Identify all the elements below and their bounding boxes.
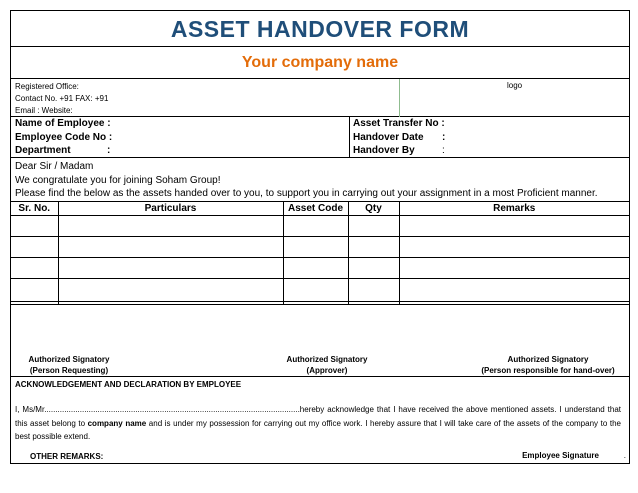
table-cell[interactable]	[283, 216, 348, 237]
email-website: Email : Website:	[15, 106, 73, 115]
divider	[399, 79, 400, 117]
signatory-role: (Person responsible for hand-over)	[481, 366, 615, 375]
asset-handover-form	[10, 10, 630, 464]
logo-placeholder: logo	[507, 81, 523, 90]
ack-text-part2: and is under my possession for carrying out my office work. I hereby assure that I will take care of the assets of the company to the best possible extend.	[15, 418, 621, 441]
header-remarks: Remarks	[399, 202, 629, 216]
signatory-title: Authorized Signatory	[507, 355, 589, 364]
registered-office: Registered Office:	[15, 82, 79, 91]
acknowledgement-text	[15, 403, 621, 444]
handover-by-label: Handover By	[353, 145, 415, 156]
signatory-title: Authorized Signatory	[28, 355, 110, 364]
handover-by-colon: :	[442, 145, 445, 156]
employee-details-row	[11, 117, 629, 158]
table-cell[interactable]	[399, 216, 629, 237]
department-label: Department	[15, 145, 71, 156]
table-cell[interactable]	[11, 237, 58, 258]
signatory-role: (Person Requesting)	[29, 366, 109, 375]
divider	[349, 117, 350, 158]
form-title-row	[11, 11, 629, 47]
table-cell[interactable]	[283, 237, 348, 258]
signatory-approver	[277, 354, 377, 376]
signatory-role: (Approver)	[306, 366, 348, 375]
acknowledgement-heading: ACKNOWLEDGEMENT AND DECLARATION BY EMPLOYEE	[15, 380, 242, 389]
other-remarks-label: OTHER REMARKS:	[30, 452, 104, 461]
handover-date-colon: :	[442, 131, 446, 143]
table-cell[interactable]	[348, 237, 399, 258]
table-cell[interactable]	[348, 258, 399, 279]
signatory-requesting	[19, 354, 119, 376]
table-row	[11, 258, 629, 279]
congratulation-text: We congratulate you for joining Soham Group!	[15, 174, 221, 186]
ack-text-part1: I, Ms/Mr...................................................................................................................hereby acknowledge that I have received the above mentioned assets. I understand that this asset belong to	[15, 405, 621, 428]
form-title: ASSET HANDOVER FORM	[170, 16, 470, 42]
table-cell[interactable]	[348, 216, 399, 237]
assets-table	[11, 202, 629, 305]
asset-transfer-no-label: Asset Transfer No :	[353, 118, 445, 129]
table-cell[interactable]	[11, 216, 58, 237]
company-row	[11, 47, 629, 79]
employee-signature-label: Employee Signature	[522, 451, 599, 460]
office-info	[15, 81, 108, 117]
signatory-title: Authorized Signatory	[286, 355, 368, 364]
table-cell[interactable]	[399, 258, 629, 279]
company-name: Your company name	[241, 54, 399, 71]
employee-code-label: Employee Code No :	[15, 131, 113, 143]
department-colon: :	[107, 145, 111, 156]
name-of-employee-label: Name of Employee :	[15, 118, 111, 129]
header-asset-code: Asset Code	[283, 202, 348, 216]
employee-details-left	[15, 117, 112, 158]
salutation: Dear Sir / Madam	[15, 161, 94, 172]
table-row	[11, 216, 629, 237]
table-row	[11, 237, 629, 258]
table-cell[interactable]	[399, 237, 629, 258]
assets-intro-text: Please find the below as the assets handed over to you, to support you in carrying out your assignment in a most Proficient manner.	[15, 188, 598, 199]
ack-company-name: company name	[87, 418, 147, 428]
table-cell[interactable]	[58, 216, 283, 237]
table-header-row	[11, 202, 629, 216]
table-cell[interactable]	[58, 237, 283, 258]
table-cell[interactable]	[58, 258, 283, 279]
signatories-row	[11, 301, 629, 377]
table-cell[interactable]	[11, 258, 58, 279]
contact-fax: Contact No. +91 FAX: +91	[15, 94, 109, 103]
letter-body	[11, 158, 629, 202]
header-particulars: Particulars	[58, 202, 283, 216]
header-qty: Qty	[348, 202, 399, 216]
acknowledgement-section	[11, 377, 629, 465]
header-sr-no: Sr. No.	[11, 202, 58, 216]
table-cell[interactable]	[283, 258, 348, 279]
signature-dot: .	[623, 451, 626, 460]
signatory-handover	[473, 354, 623, 376]
employee-details-right	[353, 117, 445, 158]
handover-date-label: Handover Date	[353, 131, 424, 143]
office-info-row	[11, 79, 629, 117]
